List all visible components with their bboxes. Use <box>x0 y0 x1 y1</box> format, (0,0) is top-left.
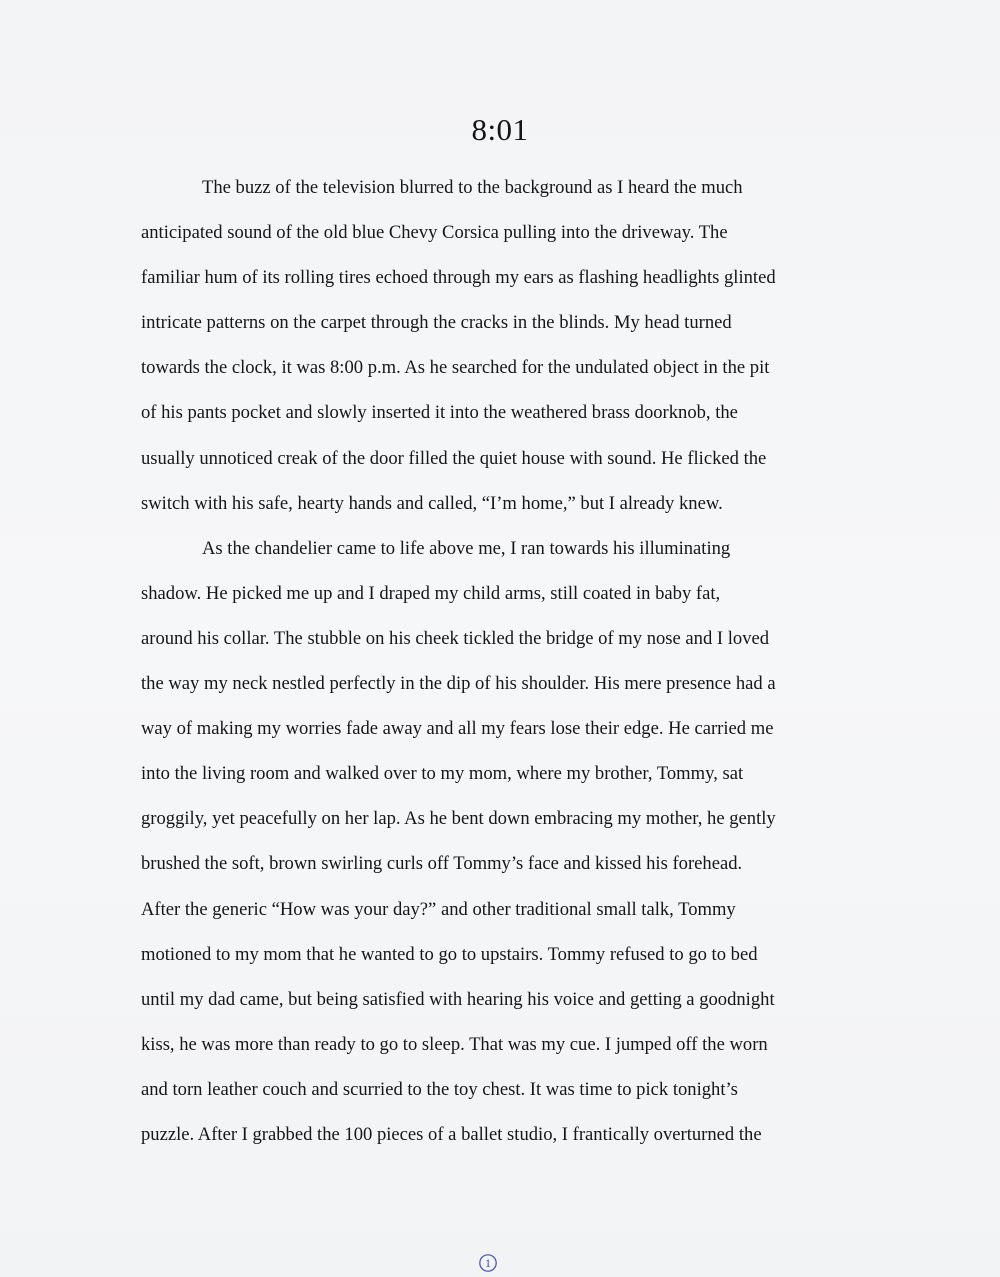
text-line: As the chandelier came to life above me, I ran towards his illuminating <box>202 537 731 559</box>
body-text <box>141 165 861 1157</box>
text-line: and torn leather couch and scurried to the toy chest. It was time to pick tonight’s <box>141 1078 738 1100</box>
text-line: groggily, yet peacefully on her lap. As he bent down embracing my mother, he gently <box>141 808 776 830</box>
text-line: shadow. He picked me up and I draped my child arms, still coated in baby fat, <box>141 582 721 604</box>
text-line: brushed the soft, brown swirling curls off Tommy’s face and kissed his forehead. <box>141 853 743 875</box>
page-number-label: 1 <box>485 1256 491 1271</box>
text-line: way of making my worries fade away and all my fears lose their edge. He carried me <box>141 718 774 740</box>
text-line: The buzz of the television blurred to the background as I heard the much <box>202 177 743 198</box>
text-line: switch with his safe, hearty hands and called, “I’m home,” but I already knew. <box>141 492 723 514</box>
text-line: puzzle. After I grabbed the 100 pieces of a ballet studio, I frantically overturned the <box>141 1123 762 1145</box>
text-line: After the generic “How was your day?” and other traditional small talk, Tommy <box>141 898 736 920</box>
text-line: the way my neck nestled perfectly in the dip of his shoulder. His mere presence had a <box>141 673 776 695</box>
text-line: towards the clock, it was 8:00 p.m. As he searched for the undulated object in the pit <box>141 357 770 379</box>
page-number-circle <box>478 1253 498 1273</box>
text-line: of his pants pocket and slowly inserted it into the weathered brass doorknob, the <box>141 402 738 424</box>
page-number <box>478 1253 498 1273</box>
text-line: motioned to my mom that he wanted to go to upstairs. Tommy refused to go to bed <box>141 943 758 965</box>
text-line: intricate patterns on the carpet through the cracks in the blinds. My head turned <box>141 312 732 334</box>
text-line: around his collar. The stubble on his cheek tickled the bridge of my nose and I loved <box>141 627 770 649</box>
text-line: until my dad came, but being satisfied with hearing his voice and getting a goodnight <box>141 988 775 1010</box>
text-line: usually unnoticed creak of the door filled the quiet house with sound. He flicked the <box>141 447 767 469</box>
page-title: 8:01 <box>471 112 529 147</box>
text-line: into the living room and walked over to my mom, where my brother, Tommy, sat <box>141 763 744 785</box>
text-line: anticipated sound of the old blue Chevy Corsica pulling into the driveway. The <box>141 222 728 244</box>
text-line: kiss, he was more than ready to go to sleep. That was my cue. I jumped off the worn <box>141 1033 768 1055</box>
text-line: familiar hum of its rolling tires echoed through my ears as flashing headlights glinted <box>141 267 776 289</box>
